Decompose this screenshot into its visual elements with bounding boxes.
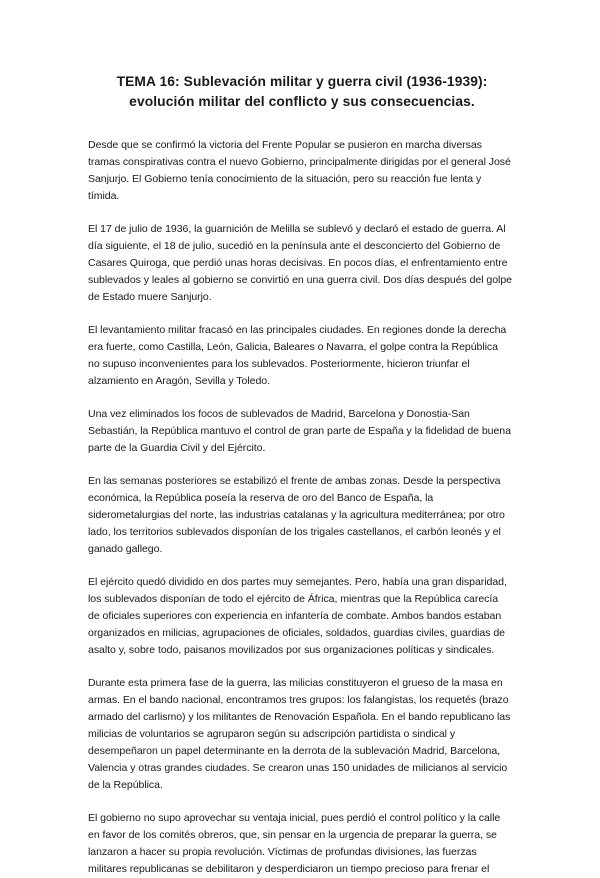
paragraph-7: Durante esta primera fase de la guerra, las milicias constituyeron el grueso de la masa en armas. En el bando nacional, encontramos tres grupos: los falangistas, los requetés (brazo armado del carlismo) y los militantes de Renovación Española. En el bando republicano las milicias de voluntarios se agruparon según su adscripción partidista o sindical y desempeñaron un papel determinante en la derrota de la sublevación Madrid, Barcelona, Valencia y otras grandes ciudades. Se crearon unas 150 unidades de milicianos al servicio de la República. — [88, 677, 511, 791]
paragraph-1: Desde que se confirmó la victoria del Frente Popular se pusieron en marcha diversas tramas conspirativas contra el nuevo Gobierno, principalmente dirigidas por el general José Sanjurjo. El Gobierno tenía conocimiento de la situación, pero su reacción fue lenta y tímida. — [88, 139, 511, 202]
paragraph-5: En las semanas posteriores se estabilizó el frente de ambas zonas. Desde la perspectiva económica, la República poseía la reserva de oro del Banco de España, la siderometalurgias del norte, las industrias catalanas y la agricultura mediterránea; por otro lado, los territorios sublevados disponían de los trigales castellanos, el carbón leonés y el ganado gallego. — [88, 475, 505, 555]
page-title: TEMA 16: Sublevación militar y guerra civil (1936-1939): evolución militar del conflicto y sus consecuencias. — [116, 74, 488, 109]
paragraph-8: El gobierno no supo aprovechar su ventaja inicial, pues perdió el control político y la calle en favor de los comités obreros, que, sin pensar en la urgencia de preparar la guerra, se lanzaron a hacer su propia revolución. Víctimas de profundas divisiones, las fuerzas militares republicanas se debilitaron y desperdiciaron un tiempo precioso para frenar el — [88, 812, 501, 875]
paragraph-3: El levantamiento militar fracasó en las principales ciudades. En regiones donde la derecha era fuerte, como Castilla, León, Galicia, Baleares o Navarra, el golpe contra la República no supuso inconvenientes para los sublevados. Posteriormente, hicieron triunfar el alzamiento en Aragón, Sevilla y Toledo. — [88, 324, 507, 387]
paragraph-4: Una vez eliminados los focos de sublevados de Madrid, Barcelona y Donostia-San Sebastián, la República mantuvo el control de gran parte de España y la fidelidad de buena parte de la Guardia Civil y del Ejército. — [88, 408, 511, 454]
paragraph-2: El 17 de julio de 1936, la guarnición de Melilla se sublevó y declaró el estado de guerra. Al día siguiente, el 18 de julio, sucedió en la península ante el desconcierto del Gobierno de Casares Quiroga, que perdió unas horas decisivas. En pocos días, el enfrentamiento entre sublevados y leales al gobierno se convirtió en una guerra civil. Dos días después del golpe de Estado muere Sanjurjo. — [88, 223, 512, 303]
paragraph-6: El ejército quedó dividido en dos partes muy semejantes. Pero, había una gran disparidad, los sublevados disponían de todo el ejército de África, mientras que la República carecía de oficiales superiores con experiencia en infantería de combate. Ambos bandos estaban organizados en milicias, agrupaciones de oficiales, soldados, guardias civiles, guardias de asalto y, sobre todo, paisanos movilizados por sus organizaciones políticas y sindicales. — [88, 576, 507, 656]
